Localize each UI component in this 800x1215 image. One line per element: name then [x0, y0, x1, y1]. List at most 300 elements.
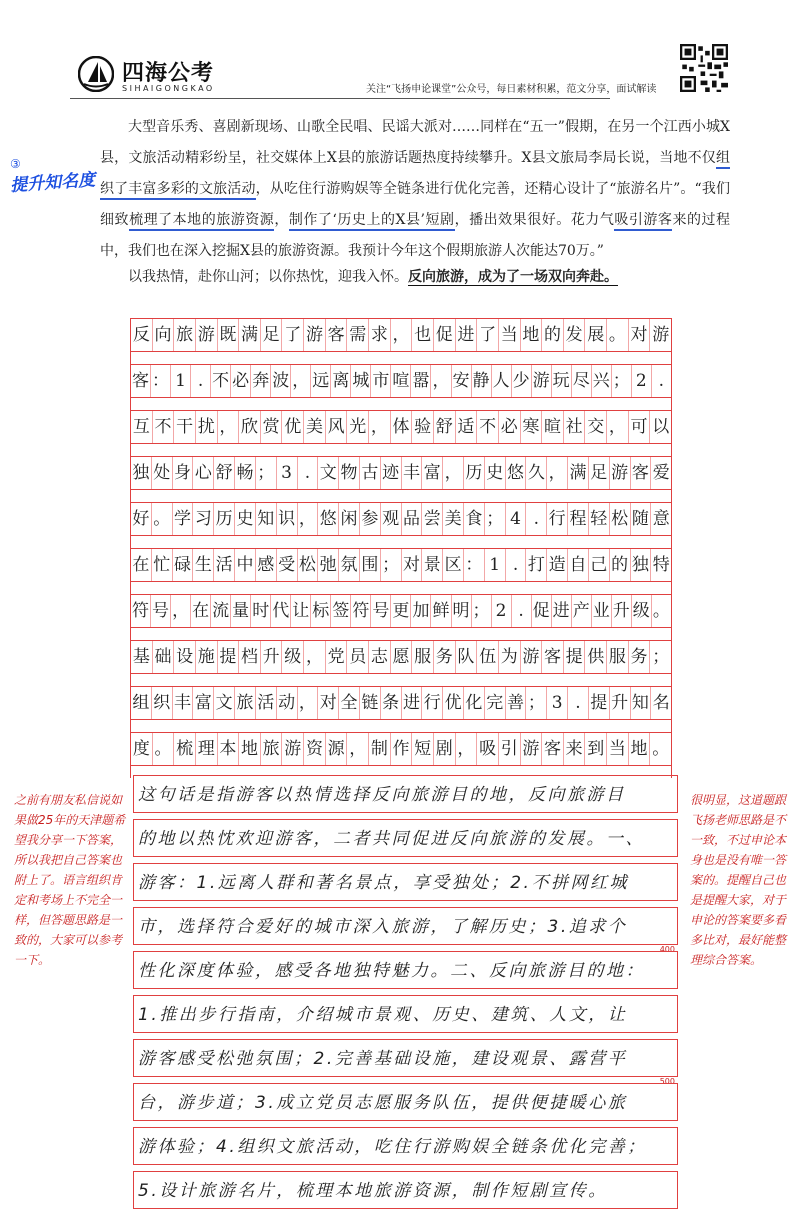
- grid-cell: 少: [512, 365, 532, 397]
- grid-cell: ，: [171, 595, 191, 627]
- grid-cell: ；: [526, 687, 547, 719]
- handwritten-row: [133, 1039, 678, 1086]
- grid-cell: 寒: [521, 411, 543, 443]
- grid-cell: 加: [411, 595, 431, 627]
- grid-cell: ；: [472, 595, 492, 627]
- grid-cell: 悠: [318, 503, 339, 535]
- margin-number: ③: [10, 157, 21, 171]
- grid-cell: 处: [152, 457, 173, 489]
- grid-cell: 展: [585, 319, 607, 351]
- grid-cell: 食: [464, 503, 485, 535]
- grid-cell: 生: [193, 549, 214, 581]
- grid-cell: 来: [564, 733, 586, 765]
- grid-cell: 行: [547, 503, 568, 535]
- grid-cell: 历: [214, 503, 235, 535]
- grid-cell: 引: [499, 733, 521, 765]
- grid-cell: ，: [369, 411, 391, 443]
- brand-name: 四海公考: [122, 61, 215, 86]
- grid-cell: 参: [360, 503, 381, 535]
- grid-cell: 2: [632, 365, 652, 397]
- grid-cell: 可: [629, 411, 651, 443]
- grid-cell: .: [506, 549, 527, 581]
- handwritten-answer-sheet: [133, 775, 678, 1215]
- paragraph-text: ，从吃住行游购娱等全链条进行优化完善，还精心设计了“旅游名片”。“我们细致: [100, 181, 730, 228]
- grid-cell: 游: [652, 325, 670, 345]
- grid-cell: 动: [277, 687, 298, 719]
- grid-cell: .: [568, 687, 589, 719]
- grid-cell: 文: [318, 457, 339, 489]
- grid-row: [131, 732, 671, 766]
- grid-cell: 务: [629, 641, 651, 673]
- grid-cell: 级: [282, 641, 304, 673]
- grid-cell: 源: [326, 733, 348, 765]
- grid-cell: 客: [131, 365, 151, 397]
- grid-cell: 历: [464, 457, 485, 489]
- grid-cell: ；: [485, 503, 506, 535]
- grid-cell: 升: [610, 687, 631, 719]
- grid-cell: 丰: [173, 687, 194, 719]
- grid-cell: 识: [277, 503, 298, 535]
- grid-cell: 市: [371, 365, 391, 397]
- grid-cell: 习: [193, 503, 214, 535]
- grid-cell: 尝: [422, 503, 443, 535]
- grid-cell: 离: [331, 365, 351, 397]
- grid-cell: 作: [391, 733, 413, 765]
- grid-cell: 提: [218, 641, 240, 673]
- grid-cell: 了: [282, 319, 304, 351]
- underlined-phrase: 梳理了本地的旅游资源: [129, 212, 274, 231]
- grid-cell: 。: [153, 733, 175, 765]
- handwritten-line: 5.设计旅游名片，梳理本地旅游资源，制作短剧宣传。: [138, 1181, 608, 1201]
- grid-cell: 不: [477, 411, 499, 443]
- grid-cell: 到: [585, 733, 607, 765]
- grid-cell: 活: [214, 549, 235, 581]
- word-count-marker: 400: [659, 945, 675, 954]
- grid-cell: 的: [610, 549, 631, 581]
- grid-cell: 体: [391, 411, 413, 443]
- grid-cell: 础: [153, 641, 175, 673]
- grid-cell: 剧: [434, 733, 456, 765]
- grid-cell: 设: [174, 641, 196, 673]
- handwritten-line: 1.推出步行指南，介绍城市景观、历史、建筑、人文，让: [138, 1005, 628, 1025]
- grid-cell: ；: [652, 647, 670, 667]
- handwritten-line: 游客感受松弛氛围；2.完善基础设施，建设观景、露营平: [138, 1049, 628, 1069]
- header-slogan: 关注“飞扬申论课堂”公众号，每日素材积累，范文分享，面试解读: [366, 84, 657, 95]
- grid-cell: 弛: [318, 549, 339, 581]
- grid-cell: 碌: [173, 549, 194, 581]
- grid-cell: 基: [131, 641, 153, 673]
- grid-cell: 号: [371, 595, 391, 627]
- grid-cell: ，: [443, 457, 464, 489]
- grid-cell: ，: [547, 457, 568, 489]
- grid-cell: 以: [652, 417, 670, 437]
- grid-cell: 提: [589, 687, 610, 719]
- grid-cell: 促: [434, 319, 456, 351]
- grid-cell: 化: [464, 687, 485, 719]
- grid-cell: 务: [434, 641, 456, 673]
- grid-cell: 制: [369, 733, 391, 765]
- page-header: [70, 40, 730, 100]
- grid-cell: 轻: [589, 503, 610, 535]
- grid-cell: 施: [196, 641, 218, 673]
- grid-cell: 签: [331, 595, 351, 627]
- grid-cell: 满: [239, 319, 261, 351]
- grid-cell: 。: [607, 319, 629, 351]
- handwritten-line: 市，选择符合爱好的城市深入旅游，了解历史；3.追求个: [138, 917, 628, 937]
- grid-cell: 嚣: [411, 365, 431, 397]
- grid-cell: 欣: [239, 411, 261, 443]
- grid-cell: 也: [412, 319, 434, 351]
- handwritten-line: 游客：1.远离人群和著名景点，享受独处；2.不拼网红城: [138, 873, 629, 893]
- grid-cell: 既: [218, 319, 240, 351]
- grid-cell: 鲜: [431, 595, 451, 627]
- grid-cell: 服: [607, 641, 629, 673]
- grid-cell: 文: [214, 687, 235, 719]
- grid-cell: 服: [412, 641, 434, 673]
- grid-cell: 1: [171, 365, 191, 397]
- paragraph-text: 来的过程中，我们也在深入挖掘X县的旅游资源。我预计今年这个假期旅游人次能达70万。”: [100, 212, 731, 259]
- grid-cell: .: [526, 503, 547, 535]
- grid-cell: 名: [652, 693, 670, 713]
- grid-cell: .: [658, 371, 665, 391]
- grid-cell: 适: [456, 411, 478, 443]
- grid-cell: 标: [311, 595, 331, 627]
- grid-cell: 进: [456, 319, 478, 351]
- grid-cell: 静: [472, 365, 492, 397]
- paragraph-text: 大型音乐秀、喜剧新现场、山歌全民唱、民谣大派对……同样在“五一”假期，在另一个江西小城X县，文旅活动精彩纷呈，社交媒体上X县的旅游话题热度持续攀升。X县文旅局李局长说，当地不仅: [100, 119, 730, 166]
- grid-cell: 品: [402, 503, 423, 535]
- grid-row: [131, 410, 671, 444]
- key-sentence: 反向旅游，成为了一场双向奔赴。: [408, 269, 618, 285]
- grid-cell: 量: [231, 595, 251, 627]
- grid-cell: 向: [153, 319, 175, 351]
- grid-cell: 客: [631, 457, 652, 489]
- grid-cell: 迹: [381, 457, 402, 489]
- underlined-phrase: 组织了丰富多彩的文旅活动: [100, 150, 730, 200]
- grid-cell: 特: [652, 555, 670, 575]
- grid-cell: 了: [477, 319, 499, 351]
- grid-cell: 对: [318, 687, 339, 719]
- grid-cell: 闲: [339, 503, 360, 535]
- grid-cell: 美: [443, 503, 464, 535]
- grid-cell: ，: [391, 319, 413, 351]
- article-paragraph-1: [100, 112, 730, 267]
- grid-cell: 更: [391, 595, 411, 627]
- grid-cell: 城: [351, 365, 371, 397]
- grid-cell: 梳: [174, 733, 196, 765]
- grid-cell: 自: [568, 549, 589, 581]
- grid-cell: 游: [532, 365, 552, 397]
- grid-cell: 必: [499, 411, 521, 443]
- grid-row: [131, 594, 671, 628]
- grid-cell: 志: [369, 641, 391, 673]
- grid-cell: ，: [347, 733, 369, 765]
- grid-cell: 员: [347, 641, 369, 673]
- grid-cell: 中: [235, 549, 256, 581]
- grid-cell: 忙: [152, 549, 173, 581]
- grid-cell: 资: [304, 733, 326, 765]
- grid-cell: 氛: [339, 549, 360, 581]
- grid-row: [131, 364, 671, 398]
- grid-cell: 档: [239, 641, 261, 673]
- grid-cell: 促: [532, 595, 552, 627]
- grid-row: [131, 548, 671, 582]
- grid-cell: ，: [607, 411, 629, 443]
- grid-cell: ，: [298, 687, 319, 719]
- grid-cell: 史: [485, 457, 506, 489]
- grid-cell: 感: [256, 549, 277, 581]
- grid-cell: 升: [612, 595, 632, 627]
- handwritten-row: [133, 863, 678, 901]
- grid-cell: 织: [152, 687, 173, 719]
- grid-cell: 扰: [196, 411, 218, 443]
- grid-cell: 松: [298, 549, 319, 581]
- grid-answer-sheet: [130, 318, 672, 778]
- grid-cell: 善: [506, 687, 527, 719]
- grid-cell: 富: [422, 457, 443, 489]
- grid-cell: 的: [542, 319, 564, 351]
- handwritten-line: 游体验；4.组织文旅活动，吃住行游购娱全链条优化完善；: [138, 1137, 647, 1157]
- grid-cell: 符: [351, 595, 371, 627]
- grid-cell: 在: [131, 549, 152, 581]
- grid-cell: 地: [629, 733, 651, 765]
- grid-cell: 不: [211, 365, 231, 397]
- grid-row: [131, 456, 671, 490]
- grid-cell: 当: [607, 733, 629, 765]
- grid-cell: 社: [564, 411, 586, 443]
- grid-cell: 产: [572, 595, 592, 627]
- grid-cell: 美: [304, 411, 326, 443]
- grid-cell: 独: [131, 457, 152, 489]
- grid-cell: 时: [251, 595, 271, 627]
- grid-cell: 对: [629, 319, 651, 351]
- paragraph-text: ，播出效果很好。花力气: [454, 212, 615, 228]
- grid-cell: 独: [631, 549, 652, 581]
- grid-cell: 完: [485, 687, 506, 719]
- grid-cell: 暄: [542, 411, 564, 443]
- grid-cell: 让: [291, 595, 311, 627]
- grid-cell: 本: [218, 733, 240, 765]
- grid-cell: 4: [506, 503, 527, 535]
- qr-code-icon: [680, 44, 728, 92]
- grid-cell: 伍: [477, 641, 499, 673]
- grid-cell: 游: [282, 733, 304, 765]
- grid-cell: 行: [422, 687, 443, 719]
- grid-cell: 丰: [402, 457, 423, 489]
- grid-cell: ；: [612, 365, 632, 397]
- handwritten-line: 性化深度体验，感受各地独特魅力。二、反向旅游目的地：: [138, 961, 645, 981]
- grid-cell: 客: [542, 641, 564, 673]
- grid-cell: 玩: [552, 365, 572, 397]
- grid-cell: 党: [326, 641, 348, 673]
- grid-cell: 链: [360, 687, 381, 719]
- handwritten-row: [133, 995, 678, 1033]
- grid-cell: 度: [131, 733, 153, 765]
- grid-cell: 风: [326, 411, 348, 443]
- paragraph-text: 以我热情，赴你山河；以你热忱，迎我入怀。: [128, 269, 408, 285]
- handwritten-line: 这句话是指游客以热情选择反向旅游目的地，反向旅游目: [138, 785, 626, 805]
- grid-cell: 旅: [174, 319, 196, 351]
- grid-cell: 游: [196, 319, 218, 351]
- grid-cell: 随: [631, 503, 652, 535]
- grid-cell: 代: [271, 595, 291, 627]
- grid-cell: ，: [218, 411, 240, 443]
- grid-cell: 。: [652, 601, 670, 621]
- grid-cell: 学: [173, 503, 194, 535]
- grid-cell: 提: [564, 641, 586, 673]
- grid-cell: 足: [589, 457, 610, 489]
- grid-cell: 全: [339, 687, 360, 719]
- grid-cell: 组: [131, 687, 152, 719]
- grid-cell: 反: [131, 319, 153, 351]
- grid-cell: 围: [360, 549, 381, 581]
- grid-cell: 客: [326, 319, 348, 351]
- grid-cell: 1: [485, 549, 506, 581]
- handwritten-row: [133, 951, 678, 989]
- grid-cell: 进: [402, 687, 423, 719]
- handwritten-row: [133, 1171, 678, 1209]
- grid-cell: 足: [261, 319, 283, 351]
- grid-cell: 在: [191, 595, 211, 627]
- grid-row: [131, 686, 671, 720]
- grid-cell: 己: [589, 549, 610, 581]
- brand-subtitle: SIHAIGONGKAO: [122, 84, 215, 93]
- grid-cell: 。: [652, 739, 670, 759]
- grid-cell: 松: [610, 503, 631, 535]
- grid-cell: ：: [464, 549, 485, 581]
- grid-cell: 升: [261, 641, 283, 673]
- grid-cell: 史: [235, 503, 256, 535]
- grid-cell: 游: [304, 319, 326, 351]
- grid-cell: 地: [239, 733, 261, 765]
- grid-cell: 程: [568, 503, 589, 535]
- grid-cell: 需: [347, 319, 369, 351]
- grid-cell: 号: [151, 595, 171, 627]
- grid-cell: 意: [652, 509, 670, 529]
- grid-row: [131, 502, 671, 536]
- grid-cell: 活: [256, 687, 277, 719]
- grid-cell: 身: [173, 457, 194, 489]
- grid-cell: .: [298, 457, 319, 489]
- grid-cell: 打: [526, 549, 547, 581]
- grid-cell: 尽: [572, 365, 592, 397]
- grid-cell: 当: [499, 319, 521, 351]
- grid-cell: 符: [131, 595, 151, 627]
- grid-cell: 不: [153, 411, 175, 443]
- handwritten-line: 台，游步道；3.成立党员志愿服务队伍，提供便捷暖心旅: [138, 1093, 628, 1113]
- grid-cell: 古: [360, 457, 381, 489]
- article-paragraph-2: [100, 262, 730, 293]
- grid-cell: 吸: [477, 733, 499, 765]
- grid-cell: 旅: [261, 733, 283, 765]
- grid-cell: ；: [256, 457, 277, 489]
- grid-cell: 明: [452, 595, 472, 627]
- grid-cell: .: [512, 595, 532, 627]
- grid-cell: ，: [431, 365, 451, 397]
- grid-cell: 游: [521, 641, 543, 673]
- grid-cell: 。: [152, 503, 173, 535]
- grid-cell: 级: [632, 595, 652, 627]
- grid-cell: 造: [547, 549, 568, 581]
- grid-cell: 验: [412, 411, 434, 443]
- grid-cell: 优: [282, 411, 304, 443]
- grid-cell: 畅: [235, 457, 256, 489]
- grid-cell: 流: [211, 595, 231, 627]
- handwritten-row: [133, 907, 678, 954]
- sail-logo-icon: [78, 56, 114, 92]
- header-divider: [70, 98, 610, 99]
- handwritten-line: 的地以热忱欢迎游客，二者共同促进反向旅游的发展。一、: [138, 829, 645, 849]
- grid-cell: 好: [131, 503, 152, 535]
- grid-cell: 满: [568, 457, 589, 489]
- handwritten-row: [133, 775, 678, 813]
- grid-cell: 业: [592, 595, 612, 627]
- grid-cell: 地: [521, 319, 543, 351]
- grid-cell: 观: [381, 503, 402, 535]
- grid-cell: ：: [151, 365, 171, 397]
- grid-cell: 旅: [235, 687, 256, 719]
- grid-cell: 条: [381, 687, 402, 719]
- paragraph-text: ，: [274, 212, 289, 228]
- word-count-marker: 500: [659, 1077, 675, 1086]
- grid-cell: 富: [193, 687, 214, 719]
- grid-cell: 光: [347, 411, 369, 443]
- grid-cell: 知: [631, 687, 652, 719]
- handwritten-row: [133, 1083, 678, 1121]
- grid-cell: 爱: [652, 463, 670, 483]
- grid-cell: 短: [412, 733, 434, 765]
- grid-cell: 舒: [434, 411, 456, 443]
- grid-cell: 心: [193, 457, 214, 489]
- grid-cell: 发: [564, 319, 586, 351]
- grid-row: [131, 640, 671, 674]
- grid-cell: 进: [552, 595, 572, 627]
- handwritten-row: [133, 819, 678, 857]
- grid-cell: .: [191, 365, 211, 397]
- grid-cell: 兴: [592, 365, 612, 397]
- grid-cell: 游: [610, 457, 631, 489]
- grid-cell: 3: [277, 457, 298, 489]
- right-side-note: 很明显，这道题跟飞扬老师思路是不一致，不过申论本身也是没有唯一答案的。提醒自己也是提醒大家，对于申论的答案要多看多比对，最好能整理综合答案。: [690, 793, 787, 967]
- grid-cell: ；: [381, 549, 402, 581]
- grid-cell: 干: [174, 411, 196, 443]
- grid-cell: 波: [271, 365, 291, 397]
- grid-cell: 受: [277, 549, 298, 581]
- grid-cell: 理: [196, 733, 218, 765]
- grid-cell: 互: [131, 411, 153, 443]
- grid-cell: 愿: [391, 641, 413, 673]
- grid-cell: 对: [402, 549, 423, 581]
- grid-cell: 游: [521, 733, 543, 765]
- grid-cell: 区: [443, 549, 464, 581]
- grid-cell: 3: [547, 687, 568, 719]
- grid-cell: 物: [339, 457, 360, 489]
- grid-cell: ，: [304, 641, 326, 673]
- grid-row: [131, 318, 671, 352]
- grid-cell: ，: [298, 503, 319, 535]
- grid-cell: 赏: [261, 411, 283, 443]
- handwritten-row: [133, 1127, 678, 1165]
- grid-cell: 知: [256, 503, 277, 535]
- grid-cell: 久: [526, 457, 547, 489]
- grid-cell: 必: [231, 365, 251, 397]
- grid-cell: 2: [492, 595, 512, 627]
- left-side-note: 之前有朋友私信说如果做25年的天津题希望我分享一下答案，所以我把自己答案也附上了。语言组织肯定和考场上不完全一样，但答题思路是一致的，大家可以参考一下。: [14, 793, 126, 967]
- grid-cell: 悠: [506, 457, 527, 489]
- grid-cell: 交: [585, 411, 607, 443]
- grid-cell: 队: [456, 641, 478, 673]
- underlined-phrase: 吸引游客: [614, 212, 672, 231]
